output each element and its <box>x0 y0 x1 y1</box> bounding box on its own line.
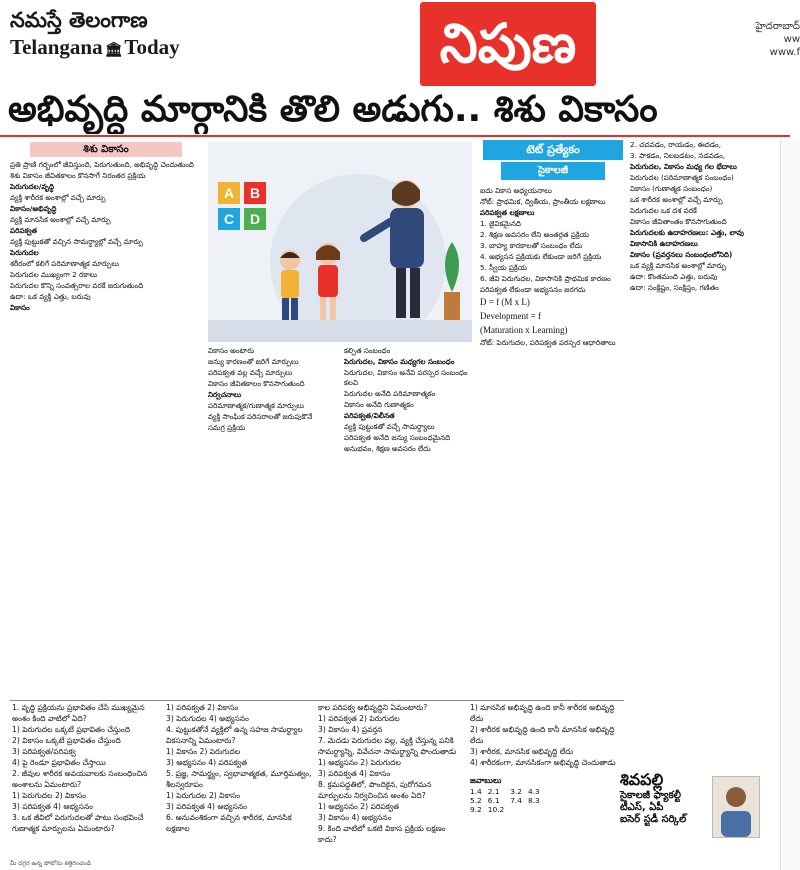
list-item: పరిపక్వత <box>10 226 37 235</box>
tet-label: టెట్ ప్రత్యేకం <box>483 140 623 160</box>
list-item: ఐదు వికాస అధ్యయనాలు <box>480 186 552 195</box>
list-item: పెరుగుదల/వృద్ధి <box>10 182 55 191</box>
list-item: ఉదా: కొంతమంది ఎత్తు, బరువు <box>630 272 718 281</box>
list-item: వ్యక్తి సాంఘిక పరిసరాలతో జరుపుకొనే <box>208 412 313 421</box>
list-item: పెరుగుదల (పరిమాణాత్మక సంబంధం) <box>630 173 734 182</box>
list-item: పెరుగుదల ముఖ్యంగా 2 రకాలు <box>10 270 98 279</box>
formula: Development = f <box>480 311 542 321</box>
option-text: 3) పరిపక్వత 4) వికాసం <box>318 769 391 778</box>
option-text: 3) పరిపక్వత 4) అభ్యసనం <box>166 802 248 811</box>
list-item: పెరుగుదల కొన్ని సంవత్సరాల వరకే జరుగుతుంది <box>10 281 144 290</box>
list-item: పెరుగుదల ఒక దశ వరకే <box>630 206 697 215</box>
table-row: 5.2 6.1 7.4 8.3 <box>470 796 540 805</box>
list-item: పరిపక్వత వల్ల వచ్చే మార్పులు <box>208 368 293 377</box>
column-3 <box>344 346 476 696</box>
question-text: 3. ఒక జీవిలో పెరుగుదలతో పాటు సంభవించే గుణాత్మక మార్పులను ఏమంటారు? <box>12 813 144 833</box>
list-item: పరిపక్వత/విలీనత <box>344 411 395 420</box>
tet-special-header <box>483 140 623 180</box>
question-text: 4. పుట్టుకతోనే వ్యక్తిలో ఉన్న సహజ సామర్థ్యాల వికసనాన్ని ఏమంటారు? <box>166 725 303 745</box>
author-photo <box>712 776 760 838</box>
list-item: పెరుగుదల, వికాసం అనేవి పరస్పర సంబంధం కలవి <box>344 368 468 387</box>
nipuna-logo: నిపుణ <box>420 2 596 86</box>
teacher-children-illustration <box>208 142 472 342</box>
option-text: 4) పై రెండూ ప్రభావితం చేస్తాయి <box>12 758 106 767</box>
option-text: 1) పరిపక్వత 2) పెరుగుదల <box>318 714 400 723</box>
list-item: వికాసం (గుణాత్మక సంబంధం) <box>630 184 713 193</box>
question-text: 5. ప్రజ్ఞ, సామర్థ్యం, స్వభావాత్మకత, మూర్తిమత్వం, శీలస్వరూపం <box>166 769 312 789</box>
option-text: 4) శారీరకంగా, మానసికంగా అభివృద్ధి చెందుతాడు <box>470 758 616 767</box>
newspaper-brand <box>10 6 210 76</box>
questions-column-1 <box>12 702 162 862</box>
column-2 <box>208 346 340 696</box>
question-text: 1. వృద్ధి ప్రక్రియను ప్రభావితం చేసే ముఖ్యమైన అంశం కింది వాటిలో ఏది? <box>12 703 145 723</box>
table-row: 9.2 10.2 <box>470 805 505 814</box>
block-letter-c: C <box>223 211 235 227</box>
list-item: నోట్: ప్రాథమిక, ద్వితీయ, ప్రాంతీయ లక్షణాలు <box>480 197 606 206</box>
question-text: 7. మెదడు పెరుగుదల వల్ల, వ్యక్తి చేస్తున్న పనికి సామర్థ్యాన్ని, వివేచనా సామర్థ్యాన్ని పొందుతాడు <box>318 736 457 756</box>
list-item: పరిపక్వత లక్షణాలు <box>480 208 535 217</box>
list-item: సమగ్ర ప్రక్రియ <box>208 423 246 432</box>
brand-telugu: నమస్తే తెలంగాణ <box>10 8 148 32</box>
list-item: కల్పిత సంబంధం <box>344 346 391 355</box>
list-item: ఉదా: సంక్లిష్టం, సంక్షిప్తం, గణితం <box>630 283 719 292</box>
option-text: 1) పరిపక్వత 2) వికాసం <box>166 703 239 712</box>
list-item: పెరుగుదల అనేది పరిమాణాత్మకం <box>344 389 436 398</box>
author-name: శివపల్లి <box>620 770 664 789</box>
list-item: శరీరంలో కలిగే పరిమాణాత్మక మార్పులు <box>10 259 119 268</box>
answers-title: జవాబులు <box>470 776 502 785</box>
list-item: పరిమాణాత్మక/గుణాత్మక మార్పులు <box>208 401 304 410</box>
question-text: 8. క్రమపద్ధతిలో, పొందికైన, పురోగమన మార్పులను నిర్వచించిన అంశం ఏది? <box>318 780 432 800</box>
person-icon <box>713 777 759 837</box>
list-item: 4. అభ్యసన ప్రక్రియకు లేకుండా జరిగే ప్రక్రియ <box>480 252 602 261</box>
option-text: 1) అభ్యసనం 2) పరిపక్వత <box>318 802 400 811</box>
list-item: నోట్: పెరుగుదల, పరిపక్వత పరస్పర ఆధారితాలు <box>480 338 616 347</box>
option-text: 1) వికాసం 2) పెరుగుదల <box>166 747 241 756</box>
list-item: వికాసం జీవితాంతం కొనసాగుతుంది <box>630 217 727 226</box>
table-row: 1.4 2.1 3.2 4.3 <box>470 787 540 796</box>
column-1 <box>10 140 202 695</box>
list-item: శిశు వికాసం జీవితకాలం కొనసాగే నిరంతర ప్రక్రియ <box>10 171 146 180</box>
list-item: వికాసం అంటారు <box>208 346 255 355</box>
list-item: ప్రతి ప్రాణి గర్భంలో జీవిస్తుంది, పెరుగుతుంది, అభివృద్ధి చెందుతుంది <box>10 160 194 169</box>
list-item: నిర్వచనాలు <box>208 390 242 399</box>
option-text: 3) పరిపక్వత/పరిపక్వ <box>12 747 76 756</box>
option-text: 3) వికాసం 4) ప్రవర్తన <box>318 725 383 734</box>
option-text: 3) పెరుగుదల 4) అభ్యసనం <box>166 714 249 723</box>
formula: (Maturation x Learning) <box>480 325 568 335</box>
list-item: 1. జైవికమైనది <box>480 219 521 228</box>
list-item: 6. జీవి పెరుగుదల, వికాసానికి ప్రాథమిక కారణం <box>480 274 611 283</box>
question-text: 2. జీవుల శారీరక అవయవాలకు సంబంధించిన అంశాలను ఏమంటారు? <box>12 769 148 789</box>
list-item: అనుభవం, శిక్షణ అవసరం లేదు <box>344 444 431 453</box>
option-text: 3) శారీరక, మానసిక అభివృద్ధి లేదు <box>470 747 574 756</box>
list-item: పెరుగుదల, వికాసం మధ్య గల భేదాలు <box>630 162 737 171</box>
option-text: 3) వికాసం 4) అభ్యసనం <box>318 813 392 822</box>
list-item: వికాసం అనేది గుణాత్మకం <box>344 400 414 409</box>
option-text: 2) శారీరక అభివృద్ధి ఉంది కానీ మానసిక అభివృద్ధి లేదు <box>470 725 615 745</box>
option-text: 1) పెరుగుదల 2) వికాసం <box>166 791 241 800</box>
list-item: 5. స్వీయ ప్రక్రియ <box>480 263 528 272</box>
list-item: వికాసం (ప్రవర్తనలు సంబంధంలోనిది) <box>630 250 733 259</box>
answers-table <box>470 787 546 814</box>
list-item: పెరుగుదల <box>10 248 39 257</box>
option-text: 1) అభ్యసనం 2) పెరుగుదల <box>318 758 401 767</box>
questions-divider <box>10 700 624 701</box>
option-text: 3) పరిపక్వత 4) అభ్యసనం <box>12 802 94 811</box>
questions-column-3 <box>318 702 466 862</box>
list-item: పరిపక్వత అనేది జన్యు సంబంధమైనది <box>344 433 451 442</box>
list-item: వ్యక్తి పుట్టుకతో వచ్చే సామర్థ్యాలు <box>344 422 435 431</box>
list-item: ఉదా: ఒక వ్యక్తి ఎత్తు, బరువు <box>10 292 91 301</box>
list-item: పరిపక్వత లేకుండా అభ్యసనం జరగదు <box>480 285 586 294</box>
list-item: 2. చదవడం, రాయడం, ఈదడం, <box>630 140 721 149</box>
option-text: 1) మానసిక అభివృద్ధి ఉంది కానీ శారీరక అభివృద్ధి లేదు <box>470 703 615 723</box>
option-text: 1) పెరుగుదల ఒక్కటే ప్రభావితం చేస్తుంది <box>12 725 131 734</box>
emblem-icon: 🏛 <box>104 43 123 58</box>
list-item: ఒక శారీరక అంశాల్లో వచ్చే మార్పు <box>630 195 723 204</box>
option-text: 3) అభ్యసనం 4) పరిపక్వత <box>166 758 248 767</box>
author-box <box>620 770 800 866</box>
author-line: సైకాలజీ ఫ్యాకల్టీ <box>620 790 682 801</box>
page-headline: అభివృద్ధి మార్గానికి తొలి అడుగు.. శిశు వికాసం <box>8 89 658 130</box>
list-item: వికాసం/అభివృద్ధి <box>10 204 57 213</box>
list-item: వికాసం <box>10 303 30 312</box>
list-item: వికాసం జీవితకాలం కొనసాగుతుంది <box>208 379 305 388</box>
list-item: 2. శిక్షణ అవసరం లేని అంతర్గత ప్రక్రియ <box>480 230 589 239</box>
list-item: వ్యక్తి శారీరక అంశాల్లో వచ్చే మార్పు <box>10 193 106 202</box>
list-item: పెరుగుదల, వికాసం మధ్యగల సంబంధం <box>344 357 455 366</box>
questions-column-2 <box>166 702 314 862</box>
list-item: వ్యక్తి పుట్టుకతో వచ్చిన సామర్థ్యాల్లో వచ్చే మార్పు <box>10 237 143 246</box>
question-text: 9. కింది వాటిలో ఒకటి వికాస ప్రక్రియ లక్షణం కాదు? <box>318 824 446 844</box>
list-item: వికాసానికి ఉదాహరణలు <box>630 239 698 248</box>
question-text: కాల పరిపక్వ అభివృద్ధిని ఏమంటారు? <box>318 703 428 712</box>
answers-box <box>470 776 620 814</box>
option-text: 2) వికాసం ఒక్కటే ప్రభావితం చేస్తుంది <box>12 736 121 745</box>
brand-english: Telangana 🏛Today <box>10 35 180 59</box>
author-line: ఐసెర్ స్టడీ సర్కిల్ <box>620 814 687 825</box>
option-text: 1) పెరుగుదల 2) వికాసం <box>12 791 87 800</box>
block-letter-d: D <box>249 211 261 227</box>
illustration-svg <box>208 142 472 342</box>
list-item: పెరుగుదలకు ఉదాహరణలు: ఎత్తు, లావు <box>630 228 744 237</box>
footer-note: మీ దగ్గర ఉన్న ఫోటోను కత్తిరించండి <box>10 860 91 867</box>
formula: D = f (M x L) <box>480 297 530 307</box>
headline-divider <box>0 135 790 137</box>
block-letter-a: A <box>223 185 235 201</box>
block-letter-b: B <box>249 185 261 201</box>
list-item: వ్యక్తి మానసిక అంశాల్లో వచ్చే మార్పు <box>10 215 111 224</box>
author-line: టీఎస్, ఏపీ <box>620 802 664 813</box>
column-4 <box>480 186 625 696</box>
right-edge-strip <box>780 140 800 870</box>
questions-column-4 <box>470 702 620 774</box>
list-item: జన్యు కారణంతో జరిగే మార్పులు <box>208 357 299 366</box>
list-item: ఒక వ్యక్తి మానసిక అంశాల్లో మార్పు <box>630 261 727 270</box>
column-5 <box>630 140 776 765</box>
masthead <box>0 0 800 86</box>
tet-subject: సైకాలజీ <box>501 162 605 180</box>
list-item: 3. బాహ్య కారకాలతో సంబంధం లేదు <box>480 241 583 250</box>
question-text: 6. అనువంశికంగా వచ్చిన శారీరక, మానసిక లక్షణాల <box>166 813 292 833</box>
masthead-right-text: హైదరాబాద్ ww www.f <box>755 21 800 58</box>
list-item: 3. పాకడం, నిలబడటం, నడవడం, <box>630 151 726 160</box>
section-title-shishu-vikasam: శిశు వికాసం <box>30 142 182 157</box>
